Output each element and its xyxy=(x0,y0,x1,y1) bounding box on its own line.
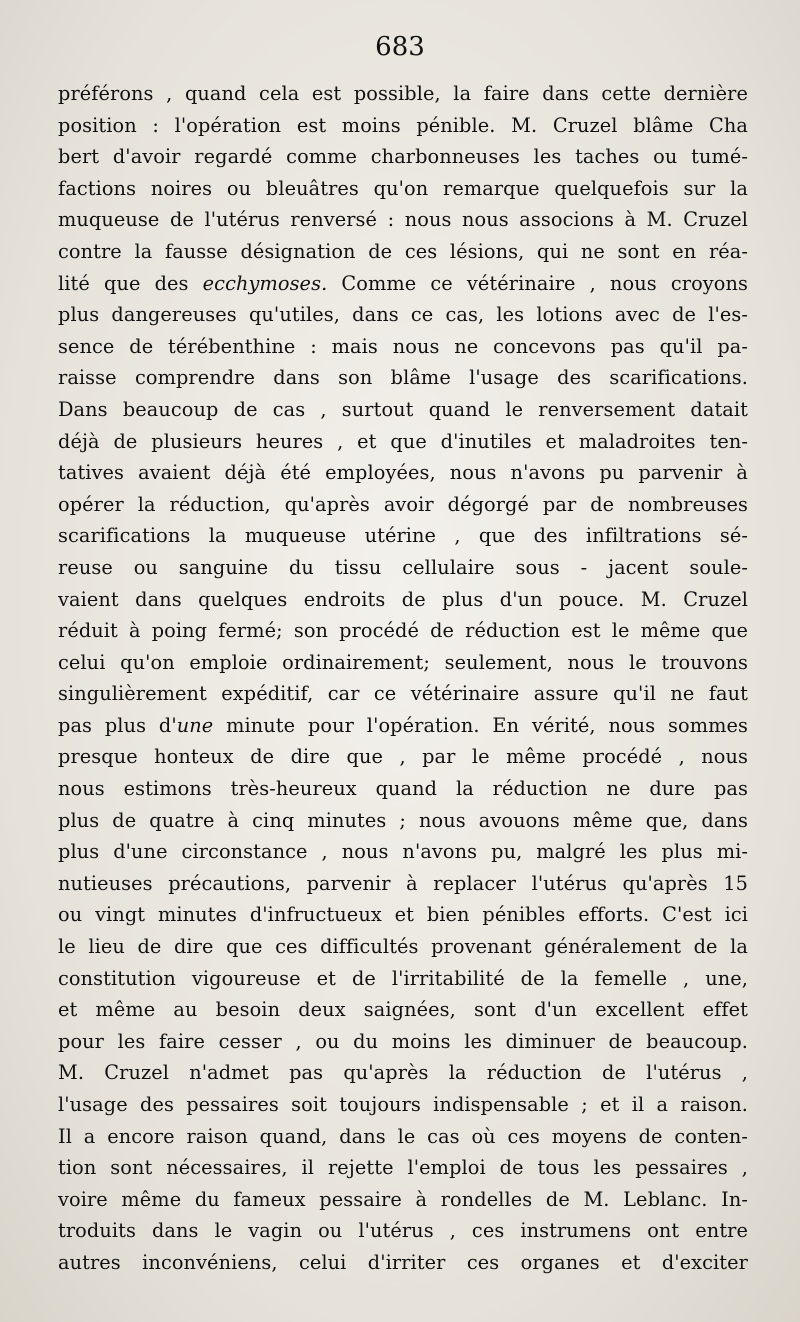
text-line: celui qu'on emploie ordinairement; seulement, nous le trouvons xyxy=(58,650,748,674)
text-line: bert d'avoir regardé comme charbonneuses les taches ou tumé- xyxy=(58,145,748,169)
text-line: position : l'opération est moins pénible. M. Cruzel blâme Cha xyxy=(58,113,748,137)
text-line: muqueuse de l'utérus renversé : nous nous associons à M. Cruzel xyxy=(58,208,748,232)
text-line: pas plus d'une minute pour l'opération. En vérité, nous sommes xyxy=(58,713,748,737)
text-line: presque honteux de dire que , par le même procédé , nous xyxy=(58,745,748,769)
text-line: nous estimons très-heureux quand la réduction ne dure pas xyxy=(58,777,748,801)
text-line: sence de térébenthine : mais nous ne concevons pas qu'il pa- xyxy=(58,334,748,358)
text-line: nutieuses précautions, parvenir à replacer l'utérus qu'après 15 xyxy=(58,871,748,895)
text-line: constitution vigoureuse et de l'irritabilité de la femelle , une, xyxy=(58,966,748,990)
text-line: tion sont nécessaires, il rejette l'emploi de tous les pessaires , xyxy=(58,1156,748,1180)
text-line: réduit à poing fermé; son procédé de réduction est le même que xyxy=(58,619,748,643)
text-line: plus d'une circonstance , nous n'avons pu, malgré les plus mi- xyxy=(58,840,748,864)
text-line: autres inconvéniens, celui d'irriter ces organes et d'exciter xyxy=(58,1250,748,1274)
body-text xyxy=(58,78,748,1279)
page-number: 683 xyxy=(375,32,425,62)
text-line: reuse ou sanguine du tissu cellulaire sous - jacent soule- xyxy=(58,555,748,579)
text-line: tatives avaient déjà été employées, nous n'avons pu parvenir à xyxy=(58,461,748,485)
text-line: Il a encore raison quand, dans le cas où ces moyens de conten- xyxy=(58,1124,748,1148)
text-line: factions noires ou bleuâtres qu'on remarque quelquefois sur la xyxy=(58,176,748,200)
text-line: Dans beaucoup de cas , surtout quand le renversement datait xyxy=(58,397,748,421)
text-line: lité que des ecchymoses. Comme ce vétérinaire , nous croyons xyxy=(58,271,748,295)
text-line: M. Cruzel n'admet pas qu'après la réduction de l'utérus , xyxy=(58,1061,748,1085)
text-line: et même au besoin deux saignées, sont d'un excellent effet xyxy=(58,998,748,1022)
text-line: troduits dans le vagin ou l'utérus , ces instrumens ont entre xyxy=(58,1219,748,1243)
text-line: le lieu de dire que ces difficultés provenant généralement de la xyxy=(58,935,748,959)
text-line: préférons , quand cela est possible, la faire dans cette dernière xyxy=(58,82,748,105)
text-line: opérer la réduction, qu'après avoir dégorgé par de nombreuses xyxy=(58,492,748,516)
text-line: pour les faire cesser , ou du moins les diminuer de beaucoup. xyxy=(58,1029,748,1053)
text-line: voire même du fameux pessaire à rondelles de M. Leblanc. In- xyxy=(58,1187,748,1211)
text-line: singulièrement expéditif, car ce vétérinaire assure qu'il ne faut xyxy=(58,682,748,706)
text-line: ou vingt minutes d'infructueux et bien pénibles efforts. C'est ici xyxy=(58,903,748,927)
text-line: raisse comprendre dans son blâme l'usage des scarifications. xyxy=(58,366,748,390)
text-line: plus de quatre à cinq minutes ; nous avouons même que, dans xyxy=(58,808,748,832)
text-line: scarifications la muqueuse utérine , que des infiltrations sé- xyxy=(58,524,748,548)
text-line: déjà de plusieurs heures , et que d'inutiles et maladroites ten- xyxy=(58,429,748,453)
text-line: vaient dans quelques endroits de plus d'un pouce. M. Cruzel xyxy=(58,587,748,611)
text-line: contre la fausse désignation de ces lésions, qui ne sont en réa- xyxy=(58,239,748,263)
text-line: l'usage des pessaires soit toujours indispensable ; et il a raison. xyxy=(58,1093,748,1116)
text-line: plus dangereuses qu'utiles, dans ce cas, les lotions avec de l'es- xyxy=(58,303,748,327)
